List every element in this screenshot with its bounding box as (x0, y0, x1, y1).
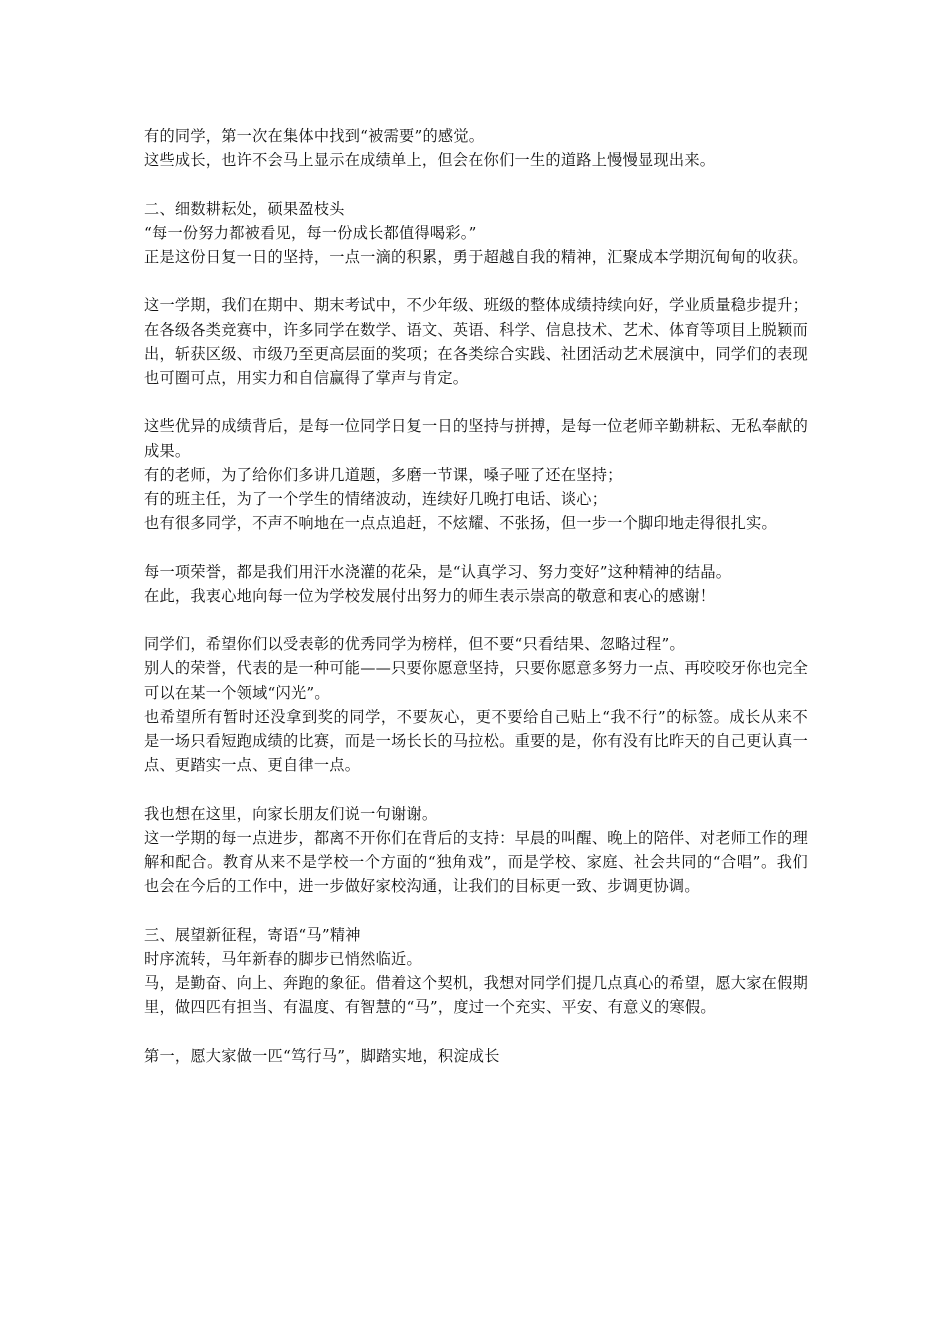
paragraph-spacer (144, 1019, 808, 1043)
paragraph: 我也想在这里，向家长朋友们说一句谢谢。 (144, 804, 438, 823)
document-body (144, 124, 808, 1068)
paragraph: 第一，愿大家做一匹“笃行马”，脚踏实地，积淀成长 (144, 1046, 500, 1065)
paragraph: 有的班主任，为了一个学生的情绪波动，连续好几晚打电话、谈心； (144, 490, 608, 508)
paragraph: 这一学期的每一点进步，都离不开你们在背后的支持：早晨的叫醒、晚上的陪伴、对老师工作的理解和配合。教育从来不是学校一个方面的“独角戏”，而是学校、家庭、社会共同的“合唱”。我们也会在今后的工作中，进一步做好家校沟通，让我们的目标更一致、步调更协调。 (144, 828, 808, 896)
section-heading: 三、展望新征程，寄语“马”精神 (144, 925, 361, 944)
paragraph: 在此，我衷心地向每一位为学校发展付出努力的师生表示崇高的敬意和衷心的感谢！ (144, 586, 716, 605)
paragraph: 每一项荣誉，都是我们用汗水浇灌的花朵，是“认真学习、努力变好”这种精神的结晶。 (144, 562, 732, 581)
paragraph: 别人的荣誉，代表的是一种可能——只要你愿意坚持，只要你愿意多努力一点、再咬咬牙你也完全可以在某一个领域“闪光”。 (144, 659, 808, 702)
paragraph-spacer (144, 898, 808, 922)
paragraph: 有的同学，第一次在集体中找到“被需要”的感觉。 (144, 127, 485, 145)
section-heading: 二、细数耕耘处，硕果盈枝头 (144, 199, 345, 218)
paragraph-spacer (144, 608, 808, 632)
paragraph: 这些成长，也许不会马上显示在成绩单上，但会在你们一生的道路上慢慢显现出来。 (144, 151, 716, 170)
paragraph: 马，是勤奋、向上、奔跑的象征。借着这个契机，我想对同学们提几点真心的希望，愿大家在假期里，做四匹有担当、有温度、有智慧的“马”，度过一个充实、平安、有意义的寒假。 (144, 974, 808, 1017)
paragraph: “每一份努力都被看见，每一份成长都值得喝彩。” (144, 223, 477, 242)
paragraph: 同学们，希望你们以受表彰的优秀同学为榜样，但不要“只看结果、忽略过程”。 (144, 635, 685, 654)
paragraph-spacer (144, 777, 808, 801)
paragraph: 这些优异的成绩背后，是每一位同学日复一日的坚持与拼搏，是每一位老师辛勤耕耘、无私奉献的成果。 (144, 417, 808, 460)
paragraph: 也希望所有暂时还没拿到奖的同学，不要灰心，更不要给自己贴上“我不行”的标签。成长从来不是一场只看短跑成绩的比赛，而是一场长长的马拉松。重要的是，你有没有比昨天的自己更认真一点、更踏实一点、更自律一点。 (144, 707, 808, 775)
paragraph-spacer (144, 390, 808, 414)
paragraph: 也有很多同学，不声不响地在一点点追赶，不炫耀、不张扬，但一步一个脚印地走得很扎实。 (144, 514, 777, 533)
paragraph-spacer (144, 172, 808, 196)
paragraph: 时序流转，马年新春的脚步已悄然临近。 (144, 949, 422, 968)
paragraph: 正是这份日复一日的坚持，一点一滴的积累，勇于超越自我的精神，汇聚成本学期沉甸甸的收获。 (144, 248, 808, 266)
paragraph-spacer (144, 269, 808, 293)
paragraph: 这一学期，我们在期中、期末考试中，不少年级、班级的整体成绩持续向好，学业质量稳步提升；在各级各类竞赛中，许多同学在数学、语文、英语、科学、信息技术、艺术、体育等项目上脱颖而出，斩获区级、市级乃至更高层面的奖项；在各类综合实践、社团活动艺术展演中，同学们的表现也可圈可点，用实力和自信赢得了掌声与肯定。 (144, 296, 808, 387)
paragraph-spacer (144, 535, 808, 559)
paragraph: 有的老师，为了给你们多讲几道题，多磨一节课，嗓子哑了还在坚持； (144, 465, 623, 484)
